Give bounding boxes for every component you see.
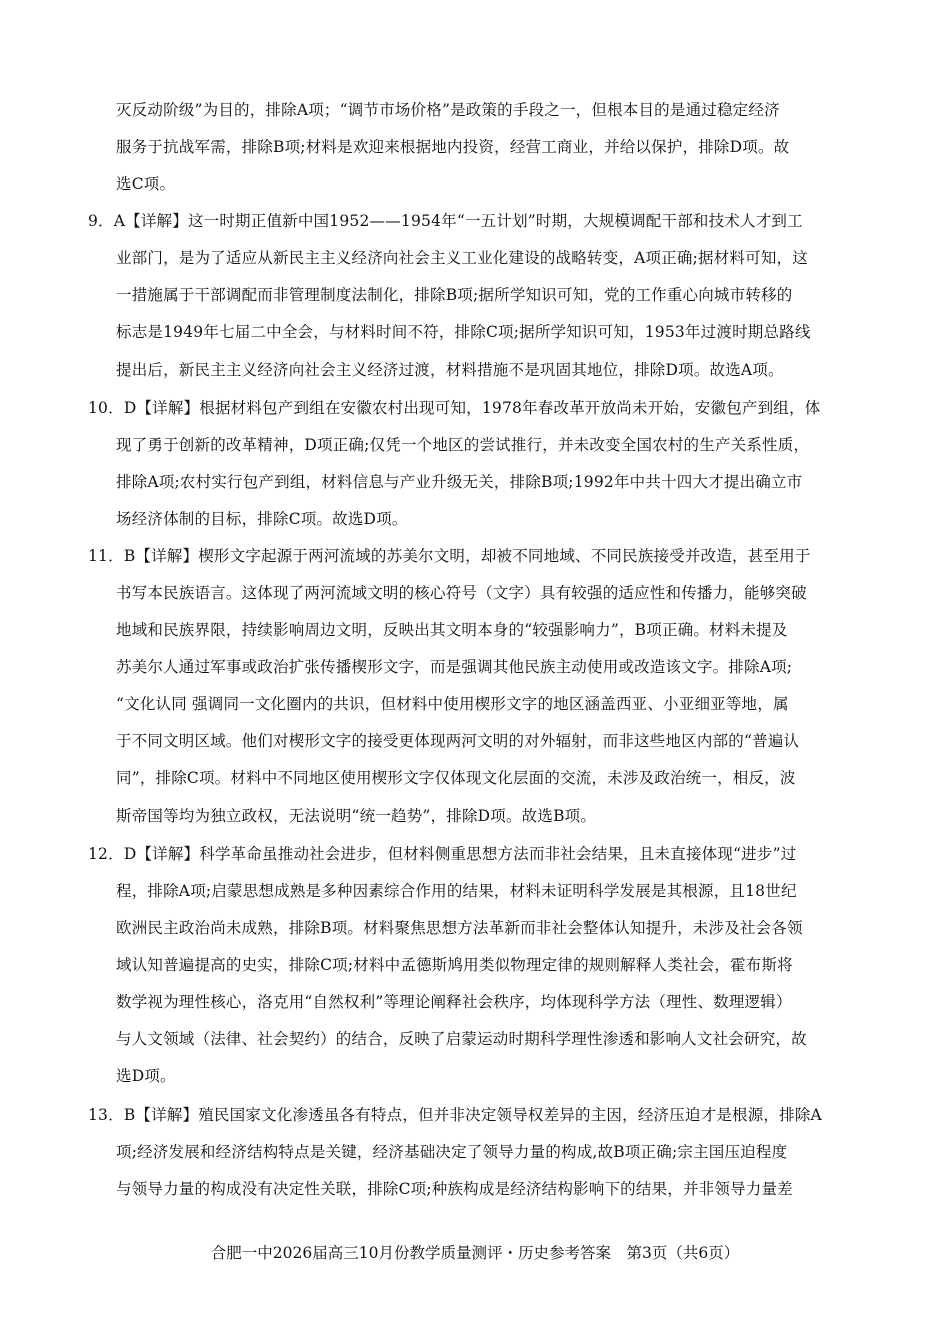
- answer-11-line: “文化认同 强调同一文化圈内的共识，但材料中使用楔形文字的地区涵盖西亚、小亚细亚等地，属: [116, 695, 789, 713]
- answer-9-line: 一措施属于干部调配而非管理制度法制化，排除B项;据所学知识可知，党的工作重心向城市转移的: [116, 286, 793, 304]
- answer-9-line: 标志是1949年七届二中全会，与材料时间不符，排除C项;据所学知识可知，1953年过渡时期总路线: [116, 323, 811, 341]
- answer-11-line: 地域和民族界限，持续影响周边文明，反映出其文明本身的“较强影响力”，B项正确。材料未提及: [116, 621, 788, 639]
- page-footer: 合肥一中2026届高三10月份教学质量测评・历史参考答案 第3页（共6页）: [210, 1244, 740, 1262]
- answer-10-line: 10．D【详解】根据材料包产到组在安徽农村出现可知，1978年春改革开放尚未开始，安徽包产到组，体: [88, 399, 821, 417]
- answer-12-line: 域认知普遍提高的史实，排除C项;材料中孟德斯鸠用类似物理定律的规则解释人类社会，霍布斯将: [116, 956, 793, 974]
- answer-13-line: 13．B【详解】殖民国家文化渗透虽各有特点，但并非决定领导权差异的主因，经济压迫才是根源，排除A: [88, 1106, 822, 1124]
- intro-line: 选C项。: [116, 175, 176, 193]
- intro-line: 灭反动阶级”为目的，排除A项；“调节市场价格”是政策的手段之一，但根本目的是通过稳定经济: [116, 101, 780, 119]
- answer-11-line: 于不同文明区域。他们对楔形文字的接受更体现两河文明的对外辐射，而非这些地区内部的“普遍认: [116, 732, 800, 750]
- answer-11-line: 斯帝国等均为独立政权，无法说明“统一趋势”，排除D项。故选B项。: [116, 807, 597, 825]
- answer-11-line: 同”，排除C项。材料中不同地区使用楔形文字仅体现文化层面的交流，未涉及政治统一，相反，波: [116, 769, 796, 787]
- answer-12-line: 与人文领域（法律、社会契约）的结合，反映了启蒙运动时期科学理性渗透和影响人文社会研究，故: [116, 1030, 807, 1048]
- answer-9-line: 提出后，新民主主义经济向社会主义经济过渡，材料措施不是巩固其地位，排除D项。故选A项。: [116, 361, 784, 379]
- intro-line: 服务于抗战军需，排除B项;材料是欢迎来根据地内投资，经营工商业，并给以保护，排除D项。故: [116, 138, 790, 156]
- answer-11-line: 苏美尔人通过军事或政治扩张传播楔形文字，而是强调其他民族主动使用或改造该文字。排除A项;: [116, 658, 793, 676]
- answer-9-line: 业部门，是为了适应从新民主主义经济向社会主义工业化建设的战略转变，A项正确;据材料可知，这: [116, 249, 808, 267]
- answer-12-line: 12．D【详解】科学革命虽推动社会进步，但材料侧重思想方法而非社会结果，且未直接体现“进步”过: [88, 845, 797, 863]
- answer-13-line: 与领导力量的构成没有决定性关联，排除C项;种族构成是经济结构影响下的结果，并非领导力量差: [116, 1180, 793, 1198]
- answer-10-line: 现了勇于创新的改革精神，D项正确;仅凭一个地区的尝试推行，并未改变全国农村的生产关系性质，: [116, 436, 810, 454]
- answer-12-line: 选D项。: [116, 1067, 176, 1085]
- answer-12-line: 数学视为理性核心，洛克用“自然权利”等理论阐释社会秩序，均体现科学方法（理性、数理逻辑）: [116, 993, 792, 1011]
- answer-12-line: 程，排除A项;启蒙思想成熟是多种因素综合作用的结果，材料未证明科学发展是其根源，且18世纪: [116, 882, 797, 900]
- answer-13-line: 项;经济发展和经济结构特点是关键，经济基础决定了领导力量的构成,故B项正确;宗主国压迫程度: [116, 1143, 788, 1161]
- answer-9-line: 9．A【详解】这一时期正值新中国1952——1954年“一五计划”时期，大规模调配干部和技术人才到工: [88, 212, 803, 230]
- answer-10-line: 排除A项;农村实行包产到组，材料信息与产业升级无关，排除B项;1992年中共十四大才提出确立市: [116, 473, 803, 491]
- answer-10-line: 场经济体制的目标，排除C项。故选D项。: [116, 510, 408, 528]
- answer-12-line: 欧洲民主政治尚未成熟，排除B项。材料聚焦思想方法革新而非社会整体认知提升，未涉及社会各领: [116, 919, 803, 937]
- answer-11-line: 11．B【详解】楔形文字起源于两河流域的苏美尔文明，却被不同地域、不同民族接受并改造，甚至用于: [88, 547, 811, 565]
- answer-11-line: 书写本民族语言。这体现了两河流域文明的核心符号（文字）具有较强的适应性和传播力，能够突破: [116, 584, 807, 602]
